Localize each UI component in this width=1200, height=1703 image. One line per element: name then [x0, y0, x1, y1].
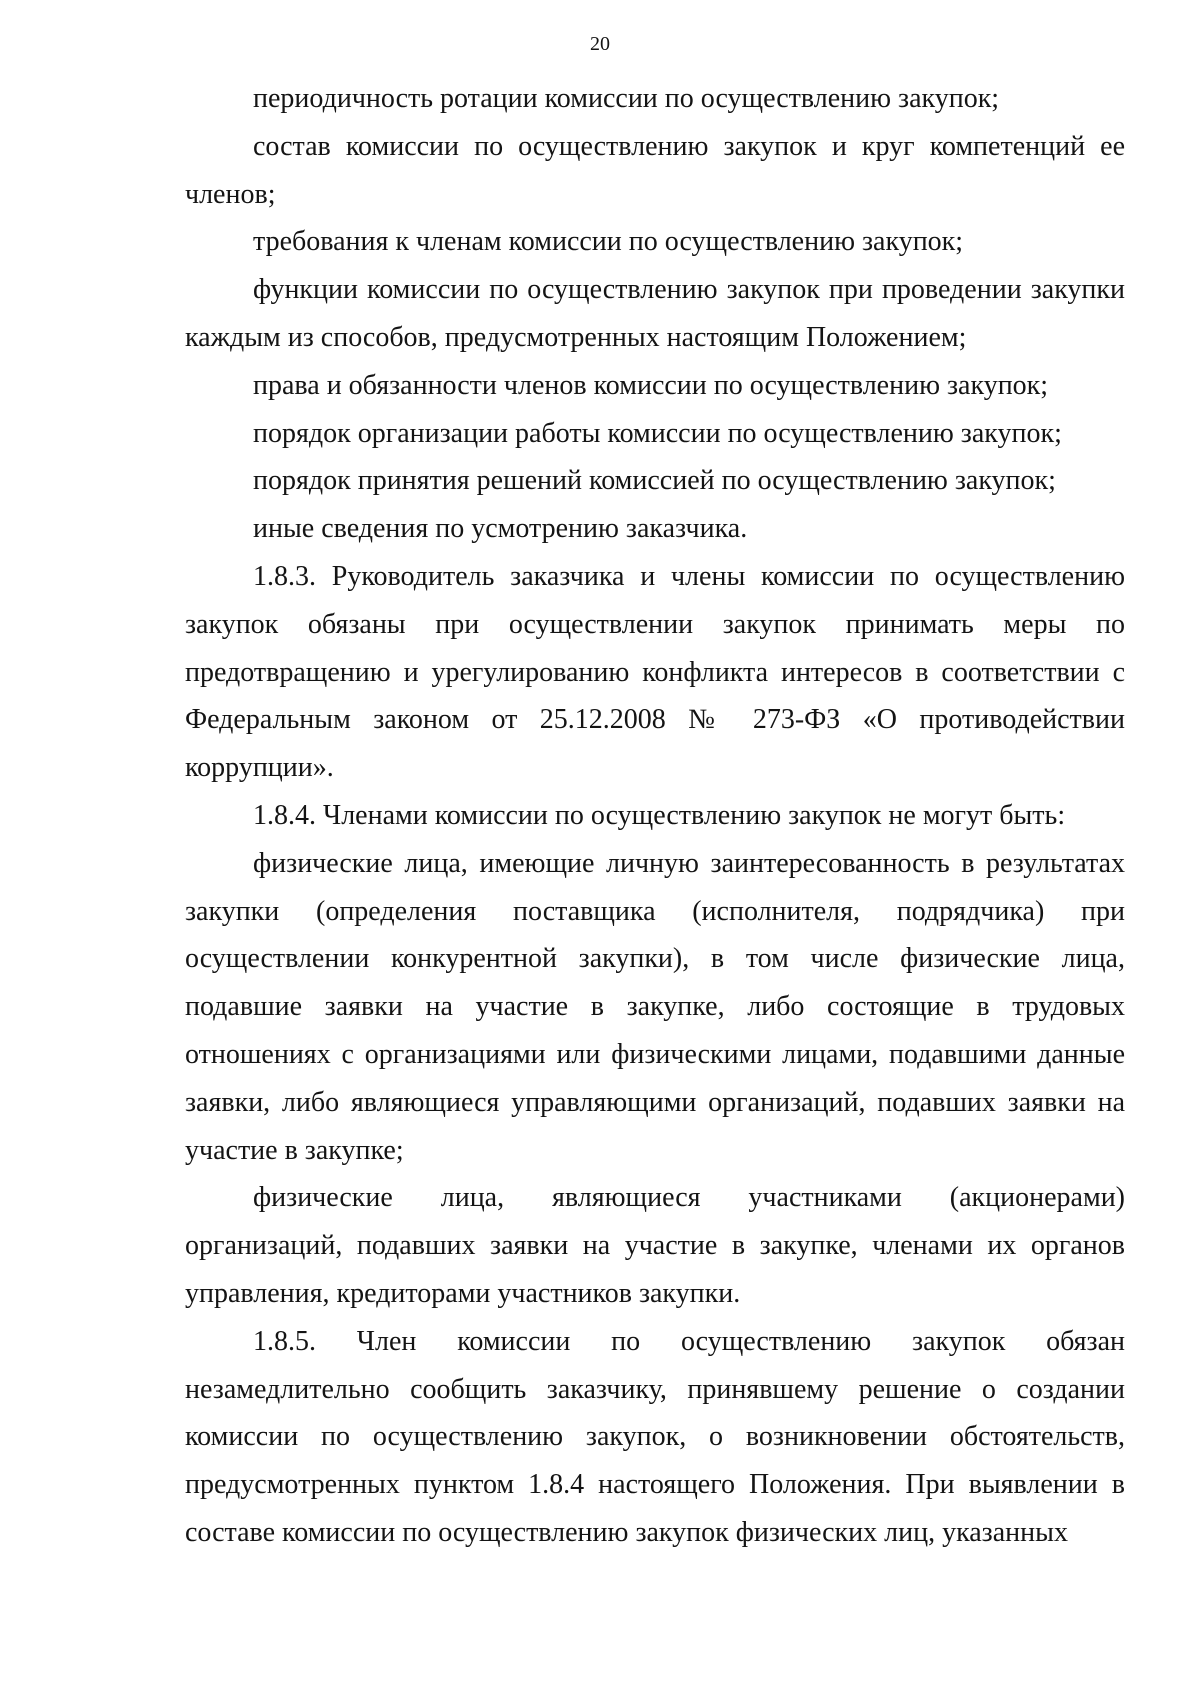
- page-number: 20: [590, 33, 610, 55]
- paragraph-section-1-8-3: 1.8.3. Руководитель заказчика и члены комиссии по осуществлению закупок обязаны при осуществлении закупок принимать меры по предотвращению и урегулированию конфликта интересов в соответствии с Федеральным законом от 25.12.2008 № 273-ФЗ «О противодействии коррупции».: [185, 560, 1125, 784]
- document-body: [185, 75, 1125, 1557]
- paragraph-rotation-frequency: периодичность ротации комиссии по осуществлению закупок;: [253, 83, 1000, 114]
- paragraph-commission-functions: функции комиссии по осуществлению закупок при проведении закупки каждым из способов, предусмотренных настоящим Положением;: [185, 274, 1125, 353]
- paragraph-member-requirements: требования к членам комиссии по осуществлению закупок;: [253, 226, 964, 258]
- paragraph-decision-procedure: порядок принятия решений комиссией по осуществлению закупок;: [253, 465, 1056, 497]
- paragraph-section-1-8-5: 1.8.5. Член комиссии по осуществлению закупок обязан незамедлительно сообщить заказчику, принявшему решение о создании комиссии по осуществлению закупок, о возникновении обстоятельств, предусмотренных пунктом 1.8.4 настоящего Положения. При выявлении в составе комиссии по осуществлению закупок физических лиц, указанных: [185, 1325, 1125, 1548]
- paragraph-rights-duties: права и обязанности членов комиссии по осуществлению закупок;: [253, 369, 1049, 401]
- paragraph-other-info: иные сведения по усмотрению заказчика.: [253, 513, 748, 545]
- paragraph-commission-composition: состав комиссии по осуществлению закупок и круг компетенций ее членов;: [185, 130, 1125, 210]
- paragraph-section-1-8-4: 1.8.4. Членами комиссии по осуществлению закупок не могут быть:: [253, 799, 1066, 831]
- paragraph-interested-persons: физические лица, имеющие личную заинтересованность в результатах закупки (определения поставщика (исполнителя, подрядчика) при осуществлении конкурентной закупки), в том числе физические лица, подавшие заявки на участие в закупке, либо состоящие в трудовых отношениях с организациями или физическими лицами, подавшими данные заявки, либо являющиеся управляющими организаций, подавших заявки на участие в закупке;: [185, 847, 1125, 1166]
- paragraph-work-organization: порядок организации работы комиссии по осуществлению закупок;: [253, 417, 1062, 449]
- paragraph-shareholders: физические лица, являющиеся участниками (акционерами) организаций, подавших заявки на участие в закупке, членами их органов управления, кредиторами участников закупки.: [185, 1182, 1125, 1309]
